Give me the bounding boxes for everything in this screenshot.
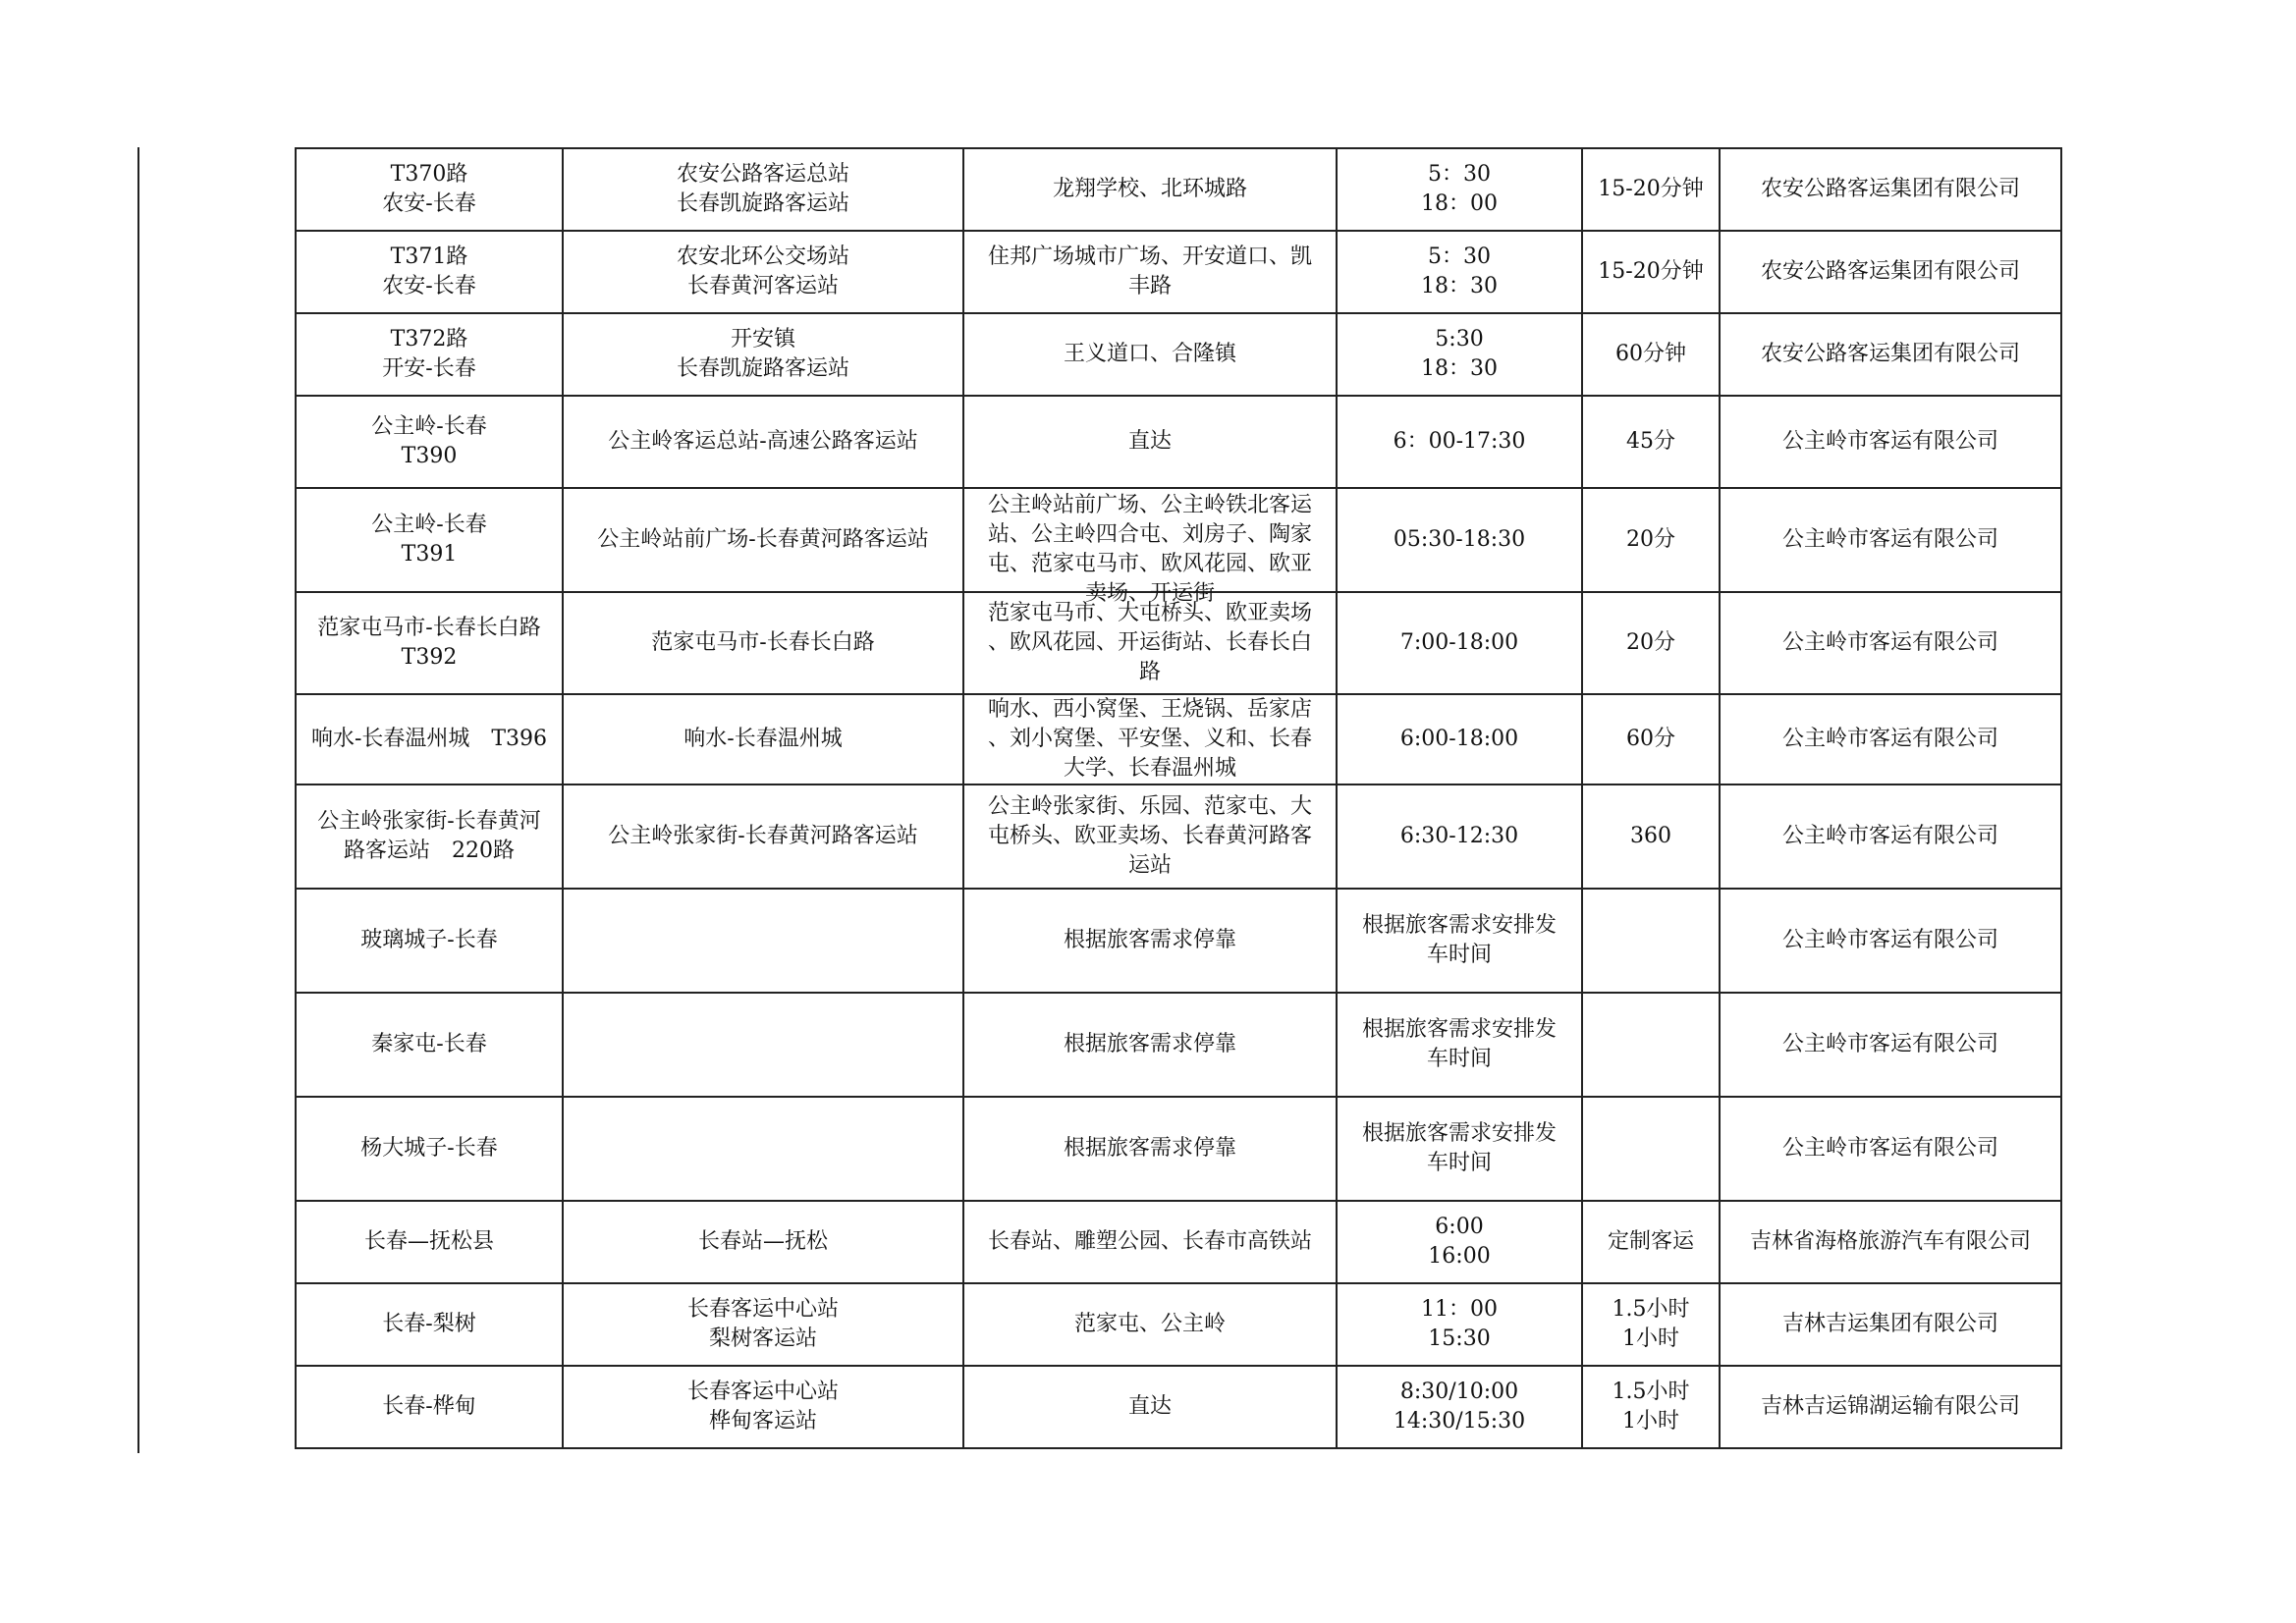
interval-cell (1582, 1366, 1720, 1448)
cell-text-line: 8:30/10:00 (1399, 1380, 1519, 1404)
route-name-cell (296, 784, 563, 889)
cell-text-line: 公主岭-长春 (371, 414, 487, 439)
cell-text-line: 根据旅客需求安排发 (1361, 913, 1557, 938)
interval-cell (1582, 396, 1720, 488)
cell-text-line: 公主岭市客运有限公司 (1781, 429, 1998, 454)
route-name-cell (296, 1201, 563, 1283)
cell-text-line: 范家屯马市-长春长白路 (317, 616, 541, 640)
terminals-cell (563, 1201, 963, 1283)
cell-text-line: 站、公主岭四合屯、刘房子、陶家 (987, 522, 1312, 547)
cell-text-line: 5：30 (1428, 162, 1491, 187)
departure-times-cell (1337, 313, 1582, 396)
table-row (296, 1201, 2061, 1283)
route-name-cell (296, 1097, 563, 1201)
terminals-cell (563, 784, 963, 889)
cell-text-line: 05:30-18:30 (1393, 527, 1526, 552)
cell-text-line: 长春-梨树 (382, 1312, 476, 1336)
table-row (296, 396, 2061, 488)
departure-times-cell (1337, 592, 1582, 694)
cell-text-line: 农安北环公交场站 (676, 244, 849, 269)
cell-text-line: 车时间 (1426, 943, 1492, 967)
table-row (296, 694, 2061, 784)
cell-text-line: 20分 (1626, 527, 1675, 552)
cell-text-line: 公主岭张家街-长春黄河路客运站 (608, 824, 918, 848)
cell-text-line: 龙翔学校、北环城路 (1052, 177, 1247, 201)
interval-cell (1582, 488, 1720, 592)
table-row (296, 1097, 2061, 1201)
cell-text-line: 1小时 (1622, 1409, 1679, 1434)
cell-text-line: 农安-长春 (382, 191, 476, 216)
route-name-cell (296, 313, 563, 396)
terminals-cell (563, 488, 963, 592)
departure-times-cell (1337, 148, 1582, 231)
cell-text-line: 公主岭客运总站-高速公路客运站 (608, 429, 918, 454)
terminals-cell (563, 396, 963, 488)
cell-text-line: 18：30 (1421, 356, 1498, 381)
cell-text-line: T391 (401, 542, 458, 567)
stops-cell (963, 1201, 1337, 1283)
route-name-cell (296, 231, 563, 313)
stops-cell (963, 488, 1337, 606)
left-margin-rule (137, 147, 139, 1453)
cell-text-line: 公主岭市客运有限公司 (1781, 824, 1998, 848)
departure-times-cell (1337, 1366, 1582, 1448)
operator-cell (1720, 784, 2061, 889)
cell-text-line: 公主岭站前广场、公主岭铁北客运 (987, 493, 1312, 517)
terminals-cell (563, 694, 963, 784)
bus-route-table (295, 147, 2062, 1449)
cell-text-line: 长春客运中心站 (686, 1380, 839, 1404)
cell-text-line: T372路 (390, 327, 468, 352)
cell-text-line: 开安镇 (730, 327, 795, 352)
operator-cell (1720, 231, 2061, 313)
cell-text-line: 根据旅客需求停靠 (1063, 1032, 1236, 1056)
cell-text-line: 公主岭市客运有限公司 (1781, 527, 1998, 552)
cell-text-line: 公主岭-长春 (371, 513, 487, 537)
cell-text-line: 根据旅客需求安排发 (1361, 1121, 1557, 1146)
interval-cell (1582, 231, 1720, 313)
departure-times-cell (1337, 396, 1582, 488)
cell-text-line: 360 (1630, 824, 1671, 848)
interval-cell (1582, 694, 1720, 784)
operator-cell (1720, 1283, 2061, 1366)
cell-text-line: 15-20分钟 (1598, 259, 1704, 284)
table-row (296, 784, 2061, 889)
cell-text-line: 公主岭张家街-长春黄河 (317, 809, 541, 834)
cell-text-line: 路客运站 220路 (344, 839, 515, 863)
route-name-cell (296, 148, 563, 231)
interval-cell (1582, 148, 1720, 231)
cell-text-line: 农安公路客运集团有限公司 (1760, 177, 2020, 201)
departure-times-cell (1337, 993, 1582, 1097)
cell-text-line: 长春黄河客运站 (686, 274, 839, 298)
terminals-cell (563, 148, 963, 231)
interval-cell (1582, 1097, 1720, 1201)
interval-cell (1582, 313, 1720, 396)
cell-text-line: 长春凯旋路客运站 (676, 191, 849, 216)
route-name-cell (296, 488, 563, 592)
cell-text-line: 、刘小窝堡、平安堡、义和、长春 (987, 727, 1312, 751)
cell-text-line: 响水-长春温州城 T396 (310, 727, 548, 751)
cell-text-line: 范家屯马市、大屯桥头、欧亚卖场 (987, 601, 1312, 625)
cell-text-line: 农安-长春 (382, 274, 476, 298)
cell-text-line: 梨树客运站 (708, 1326, 817, 1351)
stops-cell (963, 396, 1337, 488)
cell-text-line: 大学、长春温州城 (1063, 756, 1236, 781)
cell-text-line: 杨大城子-长春 (360, 1136, 498, 1161)
interval-cell (1582, 993, 1720, 1097)
stops-cell (963, 148, 1337, 231)
cell-text-line: 开安-长春 (382, 356, 476, 381)
cell-text-line: 车时间 (1426, 1047, 1492, 1071)
cell-text-line: 公主岭市客运有限公司 (1781, 630, 1998, 655)
interval-cell (1582, 889, 1720, 993)
operator-cell (1720, 993, 2061, 1097)
operator-cell (1720, 313, 2061, 396)
cell-text-line: 6:00 (1435, 1215, 1484, 1239)
operator-cell (1720, 694, 2061, 784)
stops-cell (963, 694, 1337, 784)
cell-text-line: 王义道口、合隆镇 (1063, 342, 1236, 366)
route-name-cell (296, 694, 563, 784)
terminals-cell (563, 993, 963, 1097)
cell-text-line: 11：00 (1421, 1297, 1498, 1322)
cell-text-line: 5：30 (1428, 244, 1491, 269)
route-name-cell (296, 993, 563, 1097)
cell-text-line: 16:00 (1428, 1244, 1491, 1269)
stops-cell (963, 784, 1337, 889)
cell-text-line: 路 (1138, 660, 1161, 684)
interval-cell (1582, 1201, 1720, 1283)
departure-times-cell (1337, 1283, 1582, 1366)
table-row (296, 148, 2061, 231)
cell-text-line: 定制客运 (1607, 1229, 1694, 1254)
stops-cell (963, 1097, 1337, 1201)
route-name-cell (296, 396, 563, 488)
cell-text-line: 根据旅客需求停靠 (1063, 1136, 1236, 1161)
operator-cell (1720, 1201, 2061, 1283)
cell-text-line: 1.5小时 (1612, 1380, 1690, 1404)
operator-cell (1720, 889, 2061, 993)
cell-text-line: 6:30-12:30 (1399, 824, 1519, 848)
cell-text-line: 6:00-18:00 (1399, 727, 1519, 751)
cell-text-line: 、欧风花园、开运街站、长春长白 (987, 630, 1312, 655)
cell-text-line: 农安公路客运集团有限公司 (1760, 342, 2020, 366)
departure-times-cell (1337, 488, 1582, 592)
table-row (296, 231, 2061, 313)
stops-cell (963, 993, 1337, 1097)
cell-text-line: 范家屯、公主岭 (1073, 1312, 1226, 1336)
operator-cell (1720, 1366, 2061, 1448)
terminals-cell (563, 231, 963, 313)
cell-text-line: 吉林吉运集团有限公司 (1781, 1312, 1998, 1336)
operator-cell (1720, 396, 2061, 488)
terminals-cell (563, 1097, 963, 1201)
cell-text-line: 公主岭市客运有限公司 (1781, 1136, 1998, 1161)
cell-text-line: 45分 (1626, 429, 1675, 454)
stops-cell (963, 313, 1337, 396)
cell-text-line: 农安公路客运集团有限公司 (1760, 259, 2020, 284)
cell-text-line: 18：30 (1421, 274, 1498, 298)
operator-cell (1720, 592, 2061, 694)
stops-cell (963, 1366, 1337, 1448)
departure-times-cell (1337, 694, 1582, 784)
interval-cell (1582, 1283, 1720, 1366)
route-name-cell (296, 889, 563, 993)
table-row (296, 993, 2061, 1097)
cell-text-line: 吉林吉运锦湖运输有限公司 (1760, 1394, 2020, 1419)
cell-text-line: 长春-桦甸 (382, 1394, 476, 1419)
cell-text-line: 直达 (1127, 429, 1172, 454)
departure-times-cell (1337, 231, 1582, 313)
cell-text-line: 屯、范家屯马市、欧风花园、欧亚 (987, 552, 1312, 576)
stops-cell (963, 1283, 1337, 1366)
departure-times-cell (1337, 1201, 1582, 1283)
cell-text-line: 吉林省海格旅游汽车有限公司 (1749, 1229, 2031, 1254)
cell-text-line: 18：00 (1421, 191, 1498, 216)
cell-text-line: 公主岭站前广场-长春黄河路客运站 (597, 527, 929, 552)
cell-text-line: 玻璃城子-长春 (360, 928, 498, 952)
route-name-cell (296, 1366, 563, 1448)
cell-text-line: 秦家屯-长春 (371, 1032, 487, 1056)
cell-text-line: 60分钟 (1615, 342, 1686, 366)
cell-text-line: 运站 (1127, 853, 1172, 878)
interval-cell (1582, 592, 1720, 694)
cell-text-line: 公主岭张家街、乐园、范家屯、大 (987, 794, 1312, 819)
cell-text-line: 住邦广场城市广场、开安道口、凯 (987, 244, 1312, 269)
table-row (296, 1366, 2061, 1448)
cell-text-line: 响水-长春温州城 (683, 727, 843, 751)
route-name-cell (296, 592, 563, 694)
cell-text-line: 长春凯旋路客运站 (676, 356, 849, 381)
terminals-cell (563, 889, 963, 993)
terminals-cell (563, 1283, 963, 1366)
cell-text-line: 根据旅客需求停靠 (1063, 928, 1236, 952)
cell-text-line: T392 (401, 645, 458, 670)
cell-text-line: 15-20分钟 (1598, 177, 1704, 201)
departure-times-cell (1337, 889, 1582, 993)
cell-text-line: 长春客运中心站 (686, 1297, 839, 1322)
interval-cell (1582, 784, 1720, 889)
table-row (296, 488, 2061, 592)
cell-text-line: 屯桥头、欧亚卖场、长春黄河路客 (987, 824, 1312, 848)
stops-cell (963, 231, 1337, 313)
cell-text-line: 1.5小时 (1612, 1297, 1690, 1322)
cell-text-line: 15:30 (1428, 1326, 1491, 1351)
operator-cell (1720, 488, 2061, 592)
cell-text-line: 根据旅客需求安排发 (1361, 1017, 1557, 1042)
cell-text-line: 公主岭市客运有限公司 (1781, 1032, 1998, 1056)
cell-text-line: 长春站—抚松 (697, 1229, 828, 1254)
cell-text-line: 范家屯马市-长春长白路 (651, 630, 875, 655)
cell-text-line: 5:30 (1435, 327, 1484, 352)
cell-text-line: 车时间 (1426, 1151, 1492, 1175)
operator-cell (1720, 1097, 2061, 1201)
cell-text-line: T390 (401, 444, 458, 468)
cell-text-line: 响水、西小窝堡、王烧锅、岳家店 (987, 697, 1312, 722)
cell-text-line: 20分 (1626, 630, 1675, 655)
terminals-cell (563, 592, 963, 694)
cell-text-line: 60分 (1626, 727, 1675, 751)
cell-text-line: T371路 (390, 244, 468, 269)
table-row (296, 592, 2061, 694)
terminals-cell (563, 1366, 963, 1448)
operator-cell (1720, 148, 2061, 231)
cell-text-line: 直达 (1127, 1394, 1172, 1419)
stops-cell (963, 592, 1337, 694)
departure-times-cell (1337, 784, 1582, 889)
cell-text-line: 公主岭市客运有限公司 (1781, 727, 1998, 751)
cell-text-line: T370路 (390, 162, 468, 187)
departure-times-cell (1337, 1097, 1582, 1201)
route-name-cell (296, 1283, 563, 1366)
table-row (296, 1283, 2061, 1366)
cell-text-line: 长春站、雕塑公园、长春市高铁站 (987, 1229, 1312, 1254)
cell-text-line: 6：00-17:30 (1393, 429, 1526, 454)
cell-text-line: 丰路 (1127, 274, 1172, 298)
terminals-cell (563, 313, 963, 396)
cell-text-line: 卖场、开运街 (1084, 581, 1215, 606)
cell-text-line: 公主岭市客运有限公司 (1781, 928, 1998, 952)
stops-cell (963, 889, 1337, 993)
cell-text-line: 1小时 (1622, 1326, 1679, 1351)
cell-text-line: 桦甸客运站 (708, 1409, 817, 1434)
cell-text-line: 7:00-18:00 (1399, 630, 1519, 655)
cell-text-line: 长春—抚松县 (363, 1229, 494, 1254)
cell-text-line: 农安公路客运总站 (676, 162, 849, 187)
cell-text-line: 14:30/15:30 (1393, 1409, 1526, 1434)
table-row (296, 313, 2061, 396)
table-row (296, 889, 2061, 993)
